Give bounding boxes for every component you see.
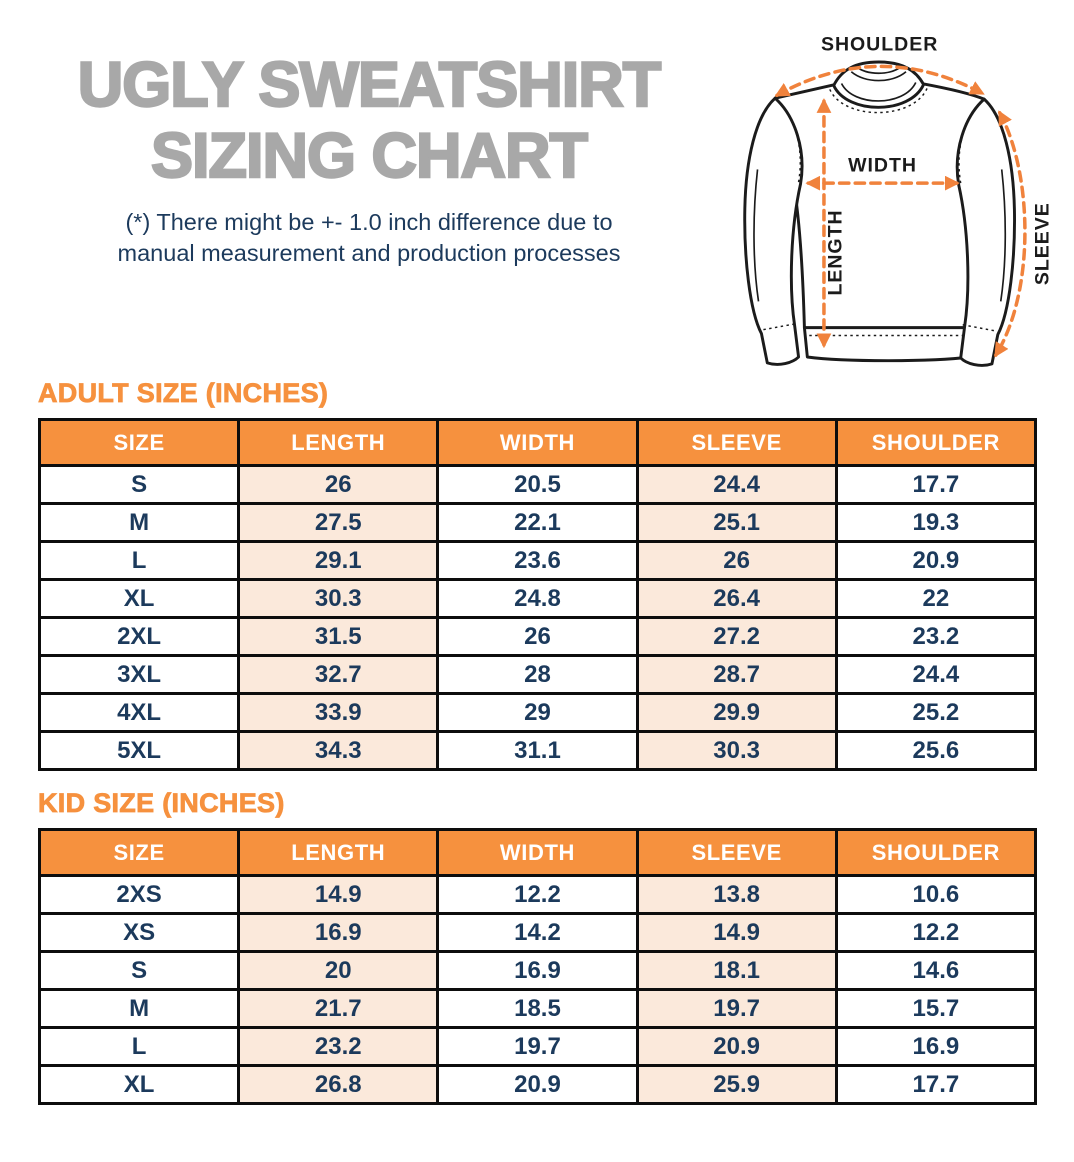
shoulder-label: SHOULDER: [820, 33, 939, 56]
measure-cell: 25.6: [836, 732, 1035, 770]
title-block: [0, 0, 738, 378]
table-row: [40, 990, 1036, 1028]
measure-cell: 17.7: [836, 466, 1035, 504]
sleeve-label: SLEEVE: [1031, 202, 1054, 286]
size-cell: XL: [40, 1066, 239, 1104]
measure-cell: 25.9: [637, 1066, 836, 1104]
measure-cell: 19.3: [836, 504, 1035, 542]
adult-table-heading: ADULT SIZE (INCHES): [38, 378, 329, 408]
measure-cell: 20: [239, 952, 438, 990]
size-cell: 2XL: [40, 618, 239, 656]
measure-cell: 20.9: [438, 1066, 637, 1104]
size-cell: 3XL: [40, 656, 239, 694]
measure-cell: 20.9: [836, 542, 1035, 580]
measure-cell: 22: [836, 580, 1035, 618]
measure-cell: 29: [438, 694, 637, 732]
page-title-line1: UGLY SWEATSHIRT: [77, 50, 661, 120]
width-label: WIDTH: [848, 154, 917, 177]
header-section: [0, 0, 1074, 378]
size-cell: M: [40, 504, 239, 542]
table-row: [40, 466, 1036, 504]
measure-cell: 18.5: [438, 990, 637, 1028]
measure-cell: 27.5: [239, 504, 438, 542]
measure-cell: 25.1: [637, 504, 836, 542]
measure-cell: 30.3: [239, 580, 438, 618]
table-row: [40, 618, 1036, 656]
measure-cell: 28: [438, 656, 637, 694]
measure-cell: 14.2: [438, 914, 637, 952]
measure-cell: 26: [637, 542, 836, 580]
kid-header-row: [40, 830, 1036, 876]
measure-cell: 22.1: [438, 504, 637, 542]
measure-cell: 24.8: [438, 580, 637, 618]
measure-cell: 21.7: [239, 990, 438, 1028]
kid-size-section: [0, 788, 1074, 1105]
table-row: [40, 876, 1036, 914]
column-header-sleeve: SLEEVE: [637, 830, 836, 876]
size-cell: XL: [40, 580, 239, 618]
column-header-shoulder: SHOULDER: [836, 420, 1035, 466]
measure-cell: 16.9: [438, 952, 637, 990]
size-cell: L: [40, 1028, 239, 1066]
adult-size-table: [38, 418, 1037, 771]
page-title-line2: SIZING CHART: [151, 120, 587, 191]
measure-cell: 19.7: [637, 990, 836, 1028]
disclaimer-text: [0, 207, 738, 269]
table-row: [40, 504, 1036, 542]
kid-size-table: [38, 828, 1037, 1105]
measure-cell: 14.9: [637, 914, 836, 952]
length-label: LENGTH: [824, 209, 847, 296]
column-header-width: WIDTH: [438, 420, 637, 466]
size-cell: 2XS: [40, 876, 239, 914]
table-row: [40, 656, 1036, 694]
column-header-size: SIZE: [40, 830, 239, 876]
size-cell: M: [40, 990, 239, 1028]
adult-header-row: [40, 420, 1036, 466]
column-header-sleeve: SLEEVE: [637, 420, 836, 466]
measure-cell: 23.2: [239, 1028, 438, 1066]
measure-cell: 16.9: [239, 914, 438, 952]
measure-cell: 24.4: [836, 656, 1035, 694]
table-row: [40, 542, 1036, 580]
measure-cell: 15.7: [836, 990, 1035, 1028]
size-cell: S: [40, 952, 239, 990]
measure-cell: 28.7: [637, 656, 836, 694]
measure-cell: 14.6: [836, 952, 1035, 990]
table-row: [40, 1066, 1036, 1104]
measure-cell: 26: [438, 618, 637, 656]
kid-table-heading: KID SIZE (INCHES): [38, 788, 285, 818]
disclaimer-line2: manual measurement and production processes: [117, 240, 621, 267]
sweatshirt-illustration: [738, 0, 1074, 378]
measure-cell: 29.9: [637, 694, 836, 732]
measure-cell: 26.8: [239, 1066, 438, 1104]
measure-cell: 27.2: [637, 618, 836, 656]
column-header-length: LENGTH: [239, 420, 438, 466]
measure-cell: 23.2: [836, 618, 1035, 656]
measure-cell: 20.9: [637, 1028, 836, 1066]
size-cell: XS: [40, 914, 239, 952]
measure-cell: 24.4: [637, 466, 836, 504]
table-row: [40, 952, 1036, 990]
measure-cell: 12.2: [836, 914, 1035, 952]
adult-size-section: [0, 378, 1074, 771]
measure-cell: 20.5: [438, 466, 637, 504]
measure-cell: 31.5: [239, 618, 438, 656]
column-header-size: SIZE: [40, 420, 239, 466]
measure-cell: 12.2: [438, 876, 637, 914]
sweatshirt-diagram: [738, 0, 1074, 378]
measure-cell: 26: [239, 466, 438, 504]
measure-cell: 30.3: [637, 732, 836, 770]
sweatshirt-body: [775, 76, 984, 328]
table-row: [40, 694, 1036, 732]
measure-cell: 14.9: [239, 876, 438, 914]
measure-cell: 29.1: [239, 542, 438, 580]
table-row: [40, 580, 1036, 618]
measure-cell: 25.2: [836, 694, 1035, 732]
measure-cell: 33.9: [239, 694, 438, 732]
measure-cell: 34.3: [239, 732, 438, 770]
size-cell: L: [40, 542, 239, 580]
measure-cell: 10.6: [836, 876, 1035, 914]
measure-cell: 32.7: [239, 656, 438, 694]
table-row: [40, 914, 1036, 952]
measure-cell: 17.7: [836, 1066, 1035, 1104]
measure-cell: 13.8: [637, 876, 836, 914]
size-cell: 5XL: [40, 732, 239, 770]
table-row: [40, 732, 1036, 770]
measure-cell: 23.6: [438, 542, 637, 580]
column-header-length: LENGTH: [239, 830, 438, 876]
measure-cell: 19.7: [438, 1028, 637, 1066]
size-cell: 4XL: [40, 694, 239, 732]
measure-cell: 18.1: [637, 952, 836, 990]
sweatshirt-waistband: [804, 328, 972, 361]
column-header-width: WIDTH: [438, 830, 637, 876]
disclaimer-line1: (*) There might be +- 1.0 inch difference due to: [125, 209, 613, 236]
size-cell: S: [40, 466, 239, 504]
measure-cell: 26.4: [637, 580, 836, 618]
measure-cell: 31.1: [438, 732, 637, 770]
measure-cell: 16.9: [836, 1028, 1035, 1066]
table-row: [40, 1028, 1036, 1066]
column-header-shoulder: SHOULDER: [836, 830, 1035, 876]
